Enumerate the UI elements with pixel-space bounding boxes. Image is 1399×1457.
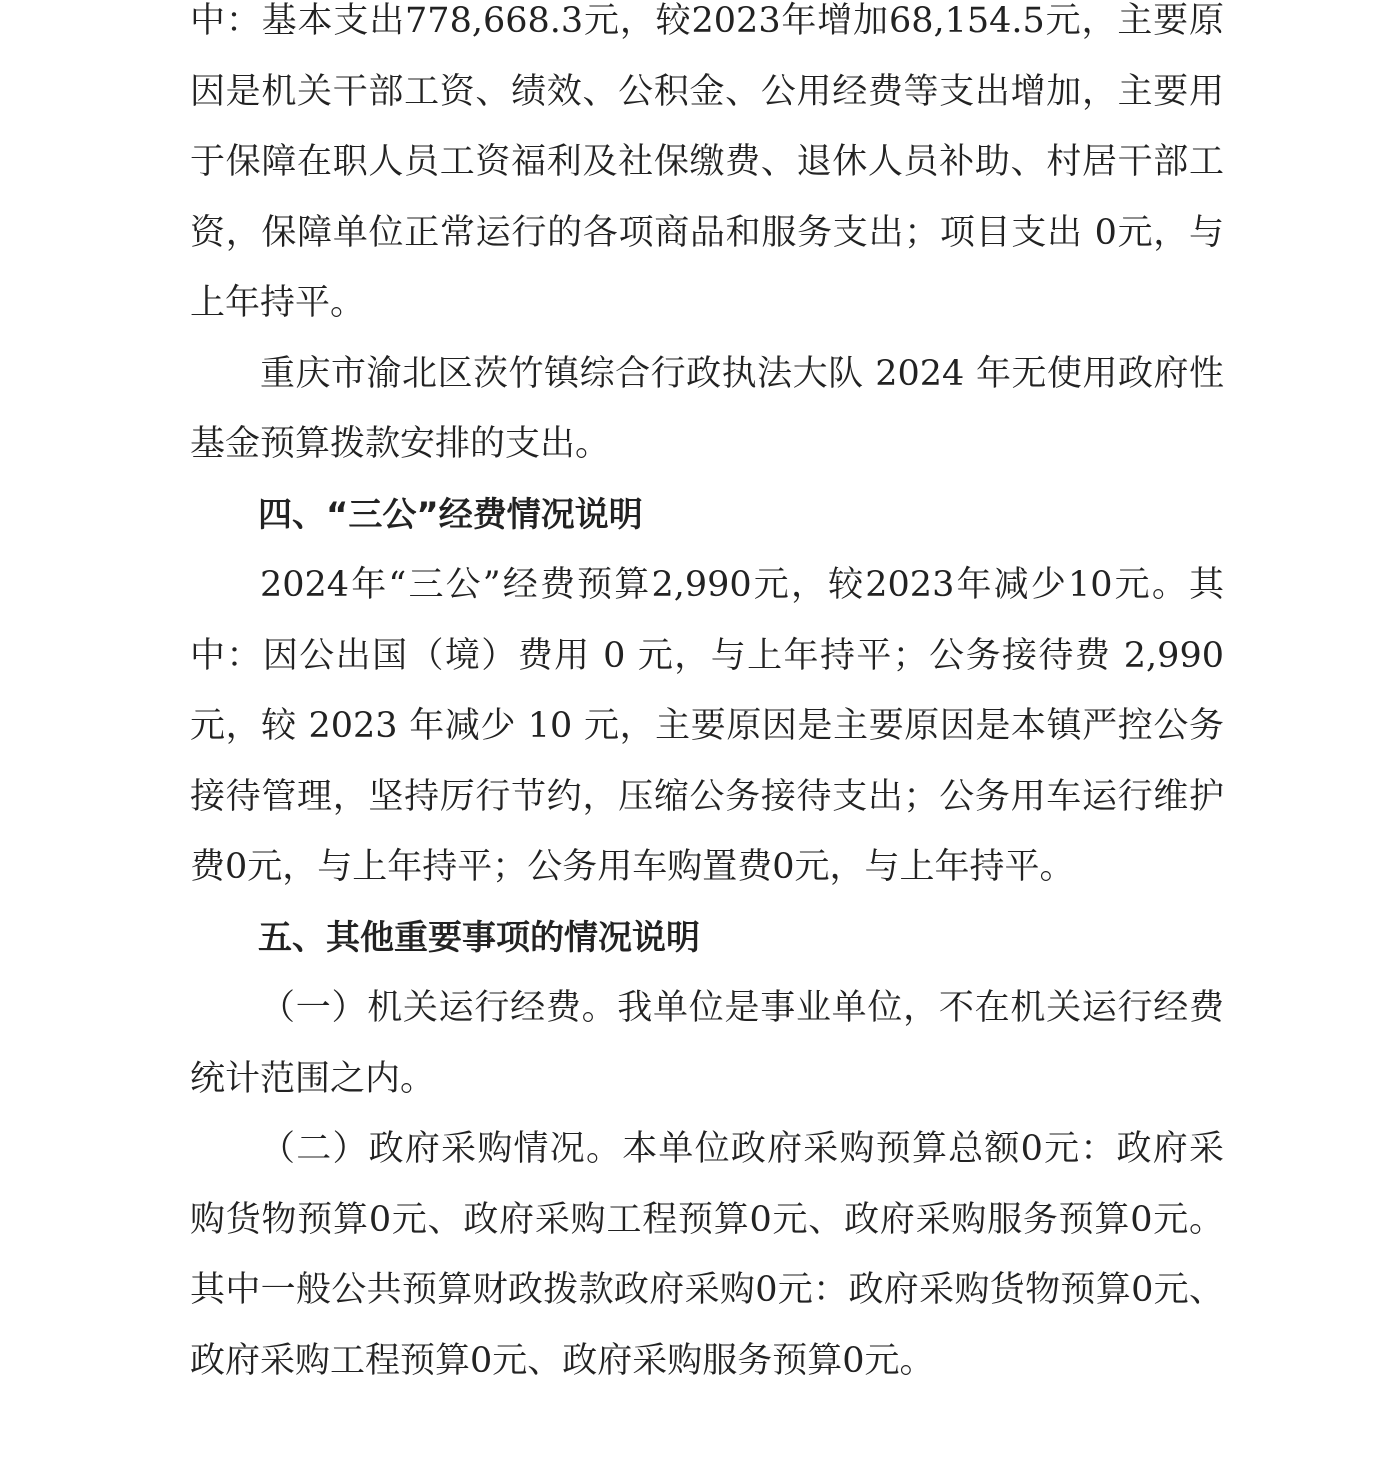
paragraph-basic-expenditure: 中：基本支出778,668.3元，较2023年增加68,154.5元，主要原因是机关干部工资、绩效、公积金、公用经费等支出增加，主要用于保障在职人员工资福利及社保缴费、退休人员补助、村居干部工资，保障单位正常运行的各项商品和服务支出；项目支出 0元，与上年持平。 bbox=[190, 1, 1224, 323]
paragraph-government-fund: 重庆市渝北区茨竹镇综合行政执法大队 2024 年无使用政府性基金预算拨款安排的支出。 bbox=[190, 353, 1224, 464]
heading-other-matters: 五、其他重要事项的情况说明 bbox=[258, 917, 700, 958]
heading-three-public-expenses: 四、“三公”经费情况说明 bbox=[258, 494, 643, 535]
document-page bbox=[190, 0, 1224, 1396]
paragraph-three-public-expenses: 2024年“三公”经费预算2,990元，较2023年减少10元。其中：因公出国（境）费用 0 元，与上年持平；公务接待费 2,990 元，较 2023 年减少 10 元，主要原因是主要原因是本镇严控公务接待管理，坚持厉行节约，压缩公务接待支出；公务用车运行维护费0元，与上年持平；公务用车购置费0元，与上年持平。 bbox=[190, 565, 1224, 887]
paragraph-operating-expenses: （一）机关运行经费。我单位是事业单位，不在机关运行经费统计范围之内。 bbox=[190, 988, 1224, 1099]
paragraph-government-procurement: （二）政府采购情况。本单位政府采购预算总额0元：政府采购货物预算0元、政府采购工程预算0元、政府采购服务预算0元。其中一般公共预算财政拨款政府采购0元：政府采购货物预算0元、政府采购工程预算0元、政府采购服务预算0元。 bbox=[190, 1129, 1224, 1381]
